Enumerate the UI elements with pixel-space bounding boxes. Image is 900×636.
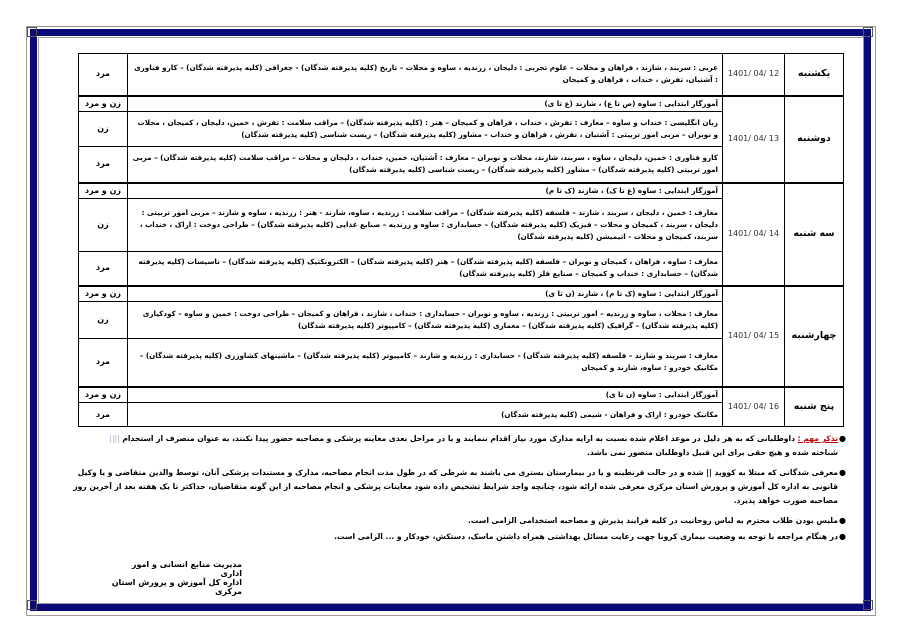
- note-health-protocols: [56, 530, 846, 544]
- table-row: [79, 96, 844, 112]
- gender-cell: مرد: [79, 403, 128, 427]
- date-cell: 1401/ 04/ 12: [723, 54, 785, 96]
- gender-cell: مرد: [79, 252, 128, 286]
- date-cell: 1401/ 04/ 13: [723, 96, 785, 184]
- day-cell: دوشنبه: [785, 96, 844, 184]
- fields-cell: معارف : ساوه ، فراهان ، کمیجان و نوبران – فلسفه (کلیه پذیرفته شدگان) – هنر (کلیه پذیرفته شدگان) – الکترونکتیک (کلیه پذیرفته شدگان) – تاسیسات (کلیه پذیرفته شدگان) – حسابداری : خنداب و کمیجان – صنایع فلز (کلیه پذیرفته شدگان): [128, 252, 723, 286]
- gender-cell: مرد: [79, 338, 128, 387]
- gender-cell: زن و مرد: [79, 96, 128, 112]
- gender-cell: زن: [79, 111, 128, 146]
- note-text: معرفی شدگانی که مبتلا به کووید || شده و در حالت قرنطینه و یا در بیمارستان بستری می باشند به شرطی که در طول مدت انجام مصاحبه، مدارک و مستندات پزشکی آنان، توسط والدین متقاضی و یا وکیل قانونی به اداره کل آموزش و پرورش استان مرکزی معرفی شده ارائه شود، چنانچه واجد شرایط تشخیص داده شود معاینات پزشکی و انجام مصاحبه از این گونه متقاضیان، حداکثر تا یک هفته بعد از آخرین روز مصاحبه صورت خواهد پذیرد.: [73, 468, 838, 505]
- note-covid-patients: [56, 466, 846, 508]
- corner-ornament-bottom-left: [27, 600, 37, 610]
- corner-ornament-bottom-right: [863, 600, 873, 610]
- gender-cell: مرد: [79, 146, 128, 183]
- note-artifact: ||||: [109, 434, 120, 443]
- bullet-icon: ●: [839, 434, 846, 443]
- fields-cell: عربی : سربند ، شازند ، فراهان و محلات – علوم تجربی : دلیجان ، زرندیه ، ساوه و محلات – تاریخ (کلیه پذیرفته شدگان) - جغرافی (کلیه پذیرفته شدگان) – کارو فناوری : آشتیان، تفرش ، خنداب ، فراهان و کمیجان: [128, 54, 723, 96]
- note-text-continued: شناخته شده و هیچ حقی برای این قبیل داوطلبان متصور نمی باشد.: [587, 448, 838, 457]
- note-clergy-attire: [56, 514, 846, 528]
- date-cell: 1401/ 04/ 16: [723, 387, 785, 427]
- fields-cell: معارف : محلات ، ساوه و زرندیه – امور تربیتی : زرندیه ، ساوه و نوبران - حسابداری : خنداب ، شازند ، فراهان و کمیجان – طراحی دوخت : خمین و ساوه – کودکیاری (کلیه پذیرفته شدگان) – گرافیک (کلیه پذیرفته شدگان) – معماری (کلیه پذیرفته شدگان) – کامپیوتر (کلیه پذیرفته شدگان): [128, 301, 723, 338]
- note-text: ملبس بودن طلاب محترم به لباس روحانیت در کلیه فرایند پذیرش و مصاحبه استخدامی الزامی است.: [467, 516, 838, 525]
- interview-schedule-table: [78, 53, 844, 427]
- signature-organization: اداره کل آموزش و پرورش استان مرکزی: [111, 578, 242, 596]
- note-important: [56, 432, 846, 460]
- corner-ornament-top-right: [863, 27, 873, 37]
- gender-cell: زن و مرد: [79, 387, 128, 403]
- table-row: [79, 183, 844, 199]
- fields-cell: آموزگار ابتدایی : ساوه (ن تا ی): [128, 387, 723, 403]
- gender-cell: زن: [79, 199, 128, 252]
- fields-cell: آموزگار ابتدایی : ساوه (غ تا ک) ، شازند (ک تا م): [128, 183, 723, 199]
- note-text: داوطلبانی که به هر دلیل در موعد اعلام شده نسبت به ارایه مدارک مورد نیاز اقدام ننمایند و یا در مراحل بعدی معاینه پزشکی و مصاحبه حضور پیدا نکنند، به عنوان منصرف از استخدام: [122, 434, 795, 443]
- gender-cell: زن و مرد: [79, 183, 128, 199]
- table-row: [79, 387, 844, 403]
- notes-section: [56, 432, 846, 550]
- fields-cell: کارو فناوری : خمین، دلیجان ، ساوه ، سربند، شازند، محلات و نوبران – معارف : آشتیان، خمین، خنداب ، دلیجان و محلات – مراقب سلامت (کلیه پذیرفته شدگان) – مربی امور تربیتی (کلیه پذیرفته شدگان) – مشاور (کلیه پذیرفته شدگان) – زیست شناسی (کلیه پذیرفته شدگان): [128, 146, 723, 183]
- day-cell: چهارشنبه: [785, 286, 844, 388]
- signature-department: مدیریت منابع انسانی و امور اداری: [131, 560, 242, 578]
- fields-cell: معارف : سربند و شازند – فلسفه (کلیه پذیرفته شدگان) - حسابداری : زرندیه و شازند – کامپیوتر (کلیه پذیرفته شدگان) – ماشینهای کشاورزی (کلیه پذیرفته شدگان) – مکانیک خودرو : ساوه، شازند و کمیجان: [128, 338, 723, 387]
- note-text: در هنگام مراجعه با توجه به وضعیت بیماری کرونا جهت رعایت مسائل بهداشتی همراه داشتن ماسک، دستکش، خودکار و ... الزامی است.: [334, 532, 838, 541]
- gender-cell: مرد: [79, 54, 128, 96]
- gender-cell: زن و مرد: [79, 286, 128, 302]
- bullet-icon: ●: [839, 532, 846, 541]
- important-label: تذکر مهم :: [797, 434, 838, 443]
- fields-cell: آموزگار ابتدایی : ساوه (ص تا ع) ، شازند (ع تا ی): [128, 96, 723, 112]
- gender-cell: زن: [79, 301, 128, 338]
- date-cell: 1401/ 04/ 15: [723, 286, 785, 388]
- table-row: [79, 54, 844, 96]
- day-cell: یکشنبه: [785, 54, 844, 96]
- bullet-icon: ●: [839, 468, 846, 477]
- fields-cell: آموزگار ابتدایی : ساوه (ک تا م) ، شازند (ن تا ی): [128, 286, 723, 302]
- date-cell: 1401/ 04/ 14: [723, 183, 785, 286]
- fields-cell: زبان انگلیسی : خنداب و ساوه – معارف : تفرش ، خنداب ، فراهان و کمیجان – هنر : (کلیه پذیرفته شدگان) – مراقب سلامت : تفرش ، خمین، دلیجان ، کمیجان ، محلات و نوبران – مربی امور تربیتی : آشتیان ، تفرش ، فراهان و خنداب – مشاور (کلیه پذیرفته شدگان) – زیست شناسی (کلیه پذیرفته شدگان): [128, 111, 723, 146]
- bullet-icon: ●: [839, 516, 846, 525]
- day-cell: سه شنبه: [785, 183, 844, 286]
- day-cell: پنج شنبه: [785, 387, 844, 427]
- fields-cell: معارف : خمین ، دلیجان ، سربند ، شازند – فلسفه (کلیه پذیرفته شدگان) – مراقب سلامت : زرندیه ، ساوه، شازند - هنر : زرندیه ، ساوه و شازند – مربی امور تربیتی : دلیجان ، سربند ، کمیجان و محلات – فیزیک (کلیه پذیرفته شدگان) – حسابداری : ساوه و زرندیه – صنایع غذایی (کلیه پذیرفته شدگان) – طراحی دوخت : اراک ، خنداب ، سربند، کمیجان و محلات - اتیمیشن (کلیه پذیرفته شدگان): [128, 199, 723, 252]
- corner-ornament-top-left: [27, 27, 37, 37]
- table-row: [79, 286, 844, 302]
- fields-cell: مکانیک خودرو : اراک و فراهان - شیمی (کلیه پذیرفته شدگان): [128, 403, 723, 427]
